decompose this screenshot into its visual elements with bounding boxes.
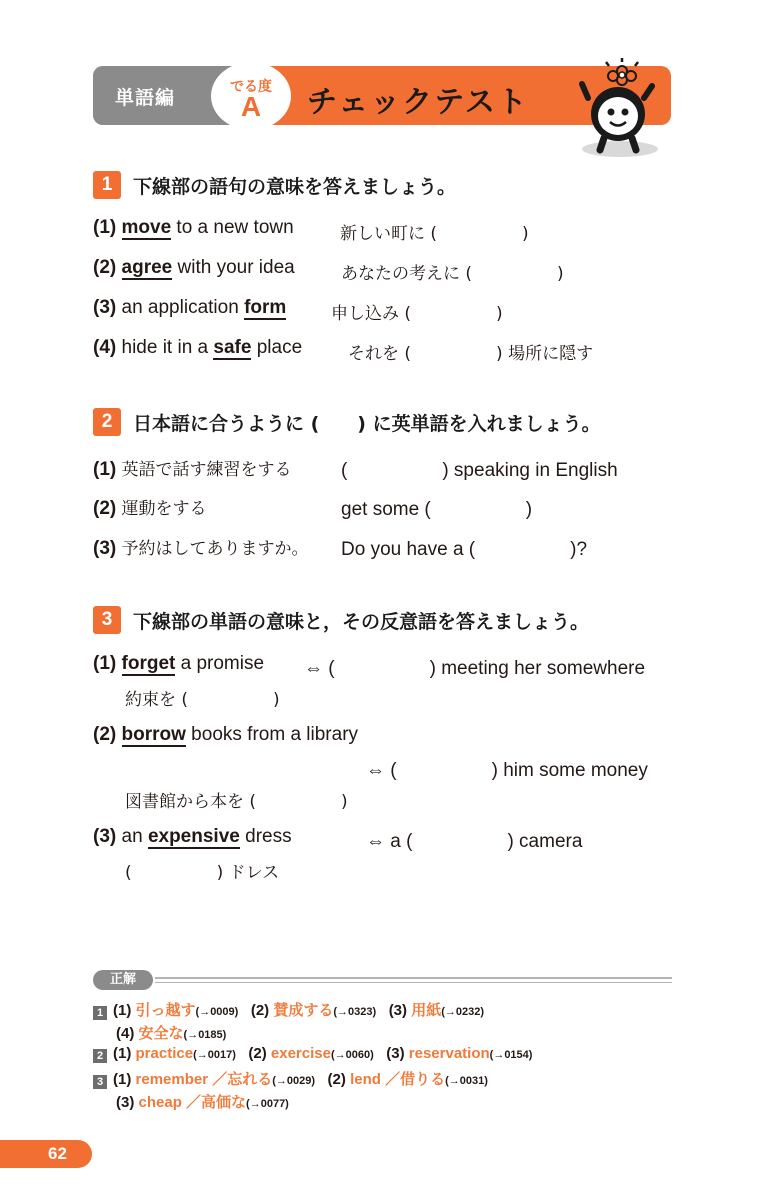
item-label: (3) [93, 538, 117, 559]
target-word: safe [213, 337, 252, 358]
answer-ref: (→0009) [195, 1006, 239, 1018]
answer-label: (2) [248, 1045, 267, 1062]
answers-q3-line-2 [116, 1091, 289, 1112]
q3-item-3 [93, 826, 292, 848]
answer-label: (2) [250, 1002, 270, 1019]
item-label: (1) [93, 653, 117, 674]
q1-item-4 [93, 337, 302, 359]
answer-word: 引っ越す [135, 1002, 196, 1019]
answer-box-number: 2 [93, 1049, 107, 1063]
target-word: form [244, 297, 287, 318]
answers-q1-line-2 [116, 1022, 226, 1043]
q2-item-1-answer: ( ) speaking in English [341, 460, 618, 481]
q2-item-2-answer: get some ( ) [341, 499, 533, 520]
answer-label: (1) [113, 1071, 132, 1088]
q1-item-1-answer: 新しい町に ( ) [340, 224, 529, 244]
answer-ref: (→0154) [489, 1049, 533, 1061]
page-title: チェックテスト [307, 85, 529, 120]
target-word: expensive [147, 826, 240, 847]
japanese-phrase: 英語で話す練習をする [121, 460, 292, 480]
phrase-start: an application [116, 297, 245, 318]
answer-word: exercise [270, 1045, 331, 1062]
answer-ref: (→0232) [441, 1006, 485, 1018]
q1-item-4-answer: それを ( ) 場所に隠す [348, 344, 594, 364]
answer-ref: (→0031) [445, 1075, 488, 1087]
q1-item-2-answer: あなたの考えに ( ) [341, 264, 564, 284]
q1-item-3-answer: 申し込み ( ) [331, 304, 503, 324]
answer-word: reservation [408, 1045, 490, 1062]
answer-ref: (→0017) [193, 1049, 236, 1061]
phrase-start: an [116, 826, 148, 847]
question-1-heading [93, 170, 456, 200]
section-label: 単語編 [115, 87, 176, 109]
answer-ref: (→0077) [246, 1098, 289, 1110]
answer-word: 用紙 [411, 1002, 442, 1019]
phrase-rest: books from a library [185, 724, 359, 745]
q3-item-3-answer: ( ) ドレス [125, 863, 280, 883]
q1-item-2 [93, 257, 295, 279]
target-word: forget [121, 653, 176, 674]
q2-item-3-answer: Do you have a ( )? [341, 539, 588, 560]
item-label: (1) [93, 217, 117, 238]
question-instruction: 下線部の語句の意味を答えましょう。 [133, 175, 457, 198]
item-label: (3) [93, 297, 117, 318]
item-label: (3) [93, 826, 117, 847]
level-badge [211, 62, 291, 130]
question-number: 3 [93, 606, 121, 634]
answer-word: lend ／借りる [350, 1071, 446, 1088]
q2-item-2 [93, 494, 207, 520]
phrase-rest: to a new town [171, 217, 294, 238]
answers-divider-thin [155, 982, 672, 983]
answer-word: 安全な [138, 1025, 184, 1042]
answer-word: practice [135, 1045, 194, 1062]
q1-item-1 [93, 217, 294, 239]
answer-label: (3) [388, 1002, 408, 1019]
answer-label: (3) [116, 1094, 135, 1111]
answer-word: 賛成する [273, 1002, 334, 1019]
phrase-rest: a promise [175, 653, 265, 674]
japanese-phrase: 予約はしてありますか。 [121, 539, 309, 559]
target-word: borrow [121, 724, 186, 745]
target-word: agree [121, 257, 173, 278]
answers-q2-line [93, 1045, 532, 1063]
question-number: 2 [93, 408, 121, 436]
item-label: (4) [93, 337, 117, 358]
q3-item-1-answer: 約束を ( ) [125, 690, 280, 710]
answer-ref: (→0323) [333, 1006, 377, 1018]
level-caption: でる度 [230, 79, 272, 95]
answers-tag: 正解 [93, 970, 153, 990]
q3-item-2 [93, 724, 358, 746]
phrase-rest: with your idea [172, 257, 295, 278]
phrase-rest: dress [239, 826, 292, 847]
q1-item-3 [93, 297, 286, 319]
answer-box-number: 1 [93, 1006, 107, 1020]
q3-item-2-antonym: ⇔ ( ) him some money [366, 760, 648, 781]
page-number: 62 [48, 1144, 67, 1163]
phrase-start: hide it in a [116, 337, 214, 358]
question-2-heading [93, 407, 601, 437]
item-label: (2) [93, 724, 117, 745]
target-word: move [121, 217, 172, 238]
phrase-rest: place [251, 337, 303, 358]
japanese-phrase: 運動をする [121, 499, 207, 519]
answer-box-number: 3 [93, 1075, 107, 1089]
answer-label: (2) [327, 1071, 346, 1088]
q3-item-1-antonym: ⇔ ( ) meeting her somewhere [304, 658, 646, 679]
q3-item-2-answer: 図書館から本を ( ) [125, 792, 348, 812]
answer-label: (1) [113, 1045, 132, 1062]
question-instruction: 日本語に合うように ( ) に英単語を入れましょう。 [133, 412, 601, 435]
mascot-illustration [578, 56, 658, 160]
answer-ref: (→0060) [330, 1049, 374, 1061]
answer-ref: (→0029) [272, 1075, 316, 1087]
q2-item-1 [93, 455, 292, 481]
q2-item-3 [93, 534, 309, 560]
answer-label: (4) [116, 1025, 135, 1042]
answers-q3-line-1 [93, 1068, 488, 1089]
answers-divider [155, 977, 672, 979]
page-number-tab [0, 1140, 92, 1168]
question-number: 1 [93, 171, 121, 199]
answer-word: cheap ／高価な [138, 1094, 247, 1111]
question-instruction: 下線部の単語の意味と，その反意語を答えましょう。 [133, 610, 590, 633]
level-letter: A [240, 91, 262, 122]
answers-q1-line-1 [93, 999, 484, 1020]
answer-word: remember ／忘れる [135, 1071, 273, 1088]
item-label: (2) [93, 498, 117, 519]
answer-label: (3) [386, 1045, 405, 1062]
q3-item-1 [93, 653, 264, 675]
question-3-heading [93, 605, 589, 635]
answer-ref: (→0185) [183, 1029, 227, 1041]
answer-label: (1) [113, 1002, 132, 1019]
item-label: (1) [93, 459, 117, 480]
item-label: (2) [93, 257, 117, 278]
q3-item-3-antonym: ⇔ a ( ) camera [366, 831, 583, 852]
